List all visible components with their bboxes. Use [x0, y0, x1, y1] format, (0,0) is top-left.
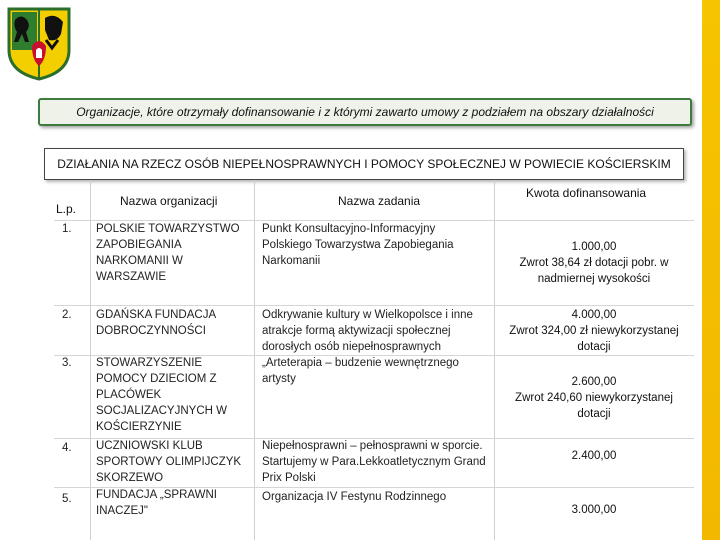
- table-row-amount: 2.400,00: [571, 450, 617, 462]
- table-row-lp: 5.: [62, 493, 72, 505]
- table-row-amount: 3.000,00: [571, 504, 617, 516]
- table-row-organization: STOWARZYSZENIE POMOCY DZIECIOM Z PLACÓWEK SOCJALIZACYJNYCH W KOŚCIERZYNIE: [96, 357, 227, 433]
- section-title: DZIAŁANIA NA RZECZ OSÓB NIEPEŁNOSPRAWNYCH I POMOCY SPOŁECZNEJ W POWIECIE KOŚCIERSKIM: [57, 157, 671, 171]
- header-title-bar: [38, 98, 692, 126]
- header-amount: Kwota dofinansowania: [526, 186, 647, 200]
- table-row-amount: 2.600,00 Zwrot 240,60 niewykorzystanej dotacji: [515, 376, 673, 420]
- row-divider: [54, 305, 694, 306]
- table-row-organization: GDAŃSKA FUNDACJA DOBROCZYNNOŚCI: [96, 309, 216, 337]
- table-row-organization: POLSKIE TOWARZYSTWO ZAPOBIEGANIA NARKOMANII W WARSZAWIE: [96, 223, 240, 283]
- table-row-task: Punkt Konsultacyjno-Informacyjny Polskiego Towarzystwa Zapobiegania Narkomanii: [262, 223, 454, 267]
- header-organization: Nazwa organizacji: [120, 194, 218, 208]
- table-row-lp: 4.: [62, 442, 72, 454]
- table-row-task: Niepełnosprawni – pełnosprawni w sporcie. Startujemy w Para.Lekkoatletycznym Grand Prix Polski: [262, 440, 486, 484]
- table-row-organization: UCZNIOWSKI KLUB SPORTOWY OLIMPIJCZYK SKORZEWO: [96, 440, 242, 484]
- table-row-amount: 4.000,00 Zwrot 324,00 zł niewykorzystanej dotacji: [509, 309, 679, 353]
- column-divider: [494, 180, 495, 540]
- coat-of-arms-icon: [6, 6, 72, 82]
- header-title: Organizacje, które otrzymały dofinansowanie i z którymi zawarto umowy z podziałem na obszary działalności: [76, 105, 654, 119]
- organizations-table: [54, 180, 700, 540]
- section-title-box: [44, 148, 684, 180]
- header-task: Nazwa zadania: [338, 194, 421, 208]
- table-row-organization: FUNDACJA „SPRAWNI INACZEJ": [96, 489, 217, 517]
- table-row-lp: 2.: [62, 309, 72, 321]
- decorative-side-band: [702, 0, 720, 540]
- table-row-task: Organizacja IV Festynu Rodzinnego: [262, 491, 447, 503]
- table-row-lp: 1.: [62, 223, 72, 235]
- column-divider: [90, 180, 91, 540]
- table-row-lp: 3.: [62, 357, 72, 369]
- table-row-amount: 1.000,00 Zwrot 38,64 zł dotacji pobr. w nadmiernej wysokości: [519, 241, 669, 285]
- header-lp: L.p.: [56, 202, 77, 216]
- table-row-task: Odkrywanie kultury w Wielkopolsce i inne atrakcje formą aktywizacji społecznej dorosłych osób niepełnosprawnych: [262, 309, 473, 353]
- table-row-task: „Arteterapia – budzenie wewnętrznego artysty: [262, 357, 459, 385]
